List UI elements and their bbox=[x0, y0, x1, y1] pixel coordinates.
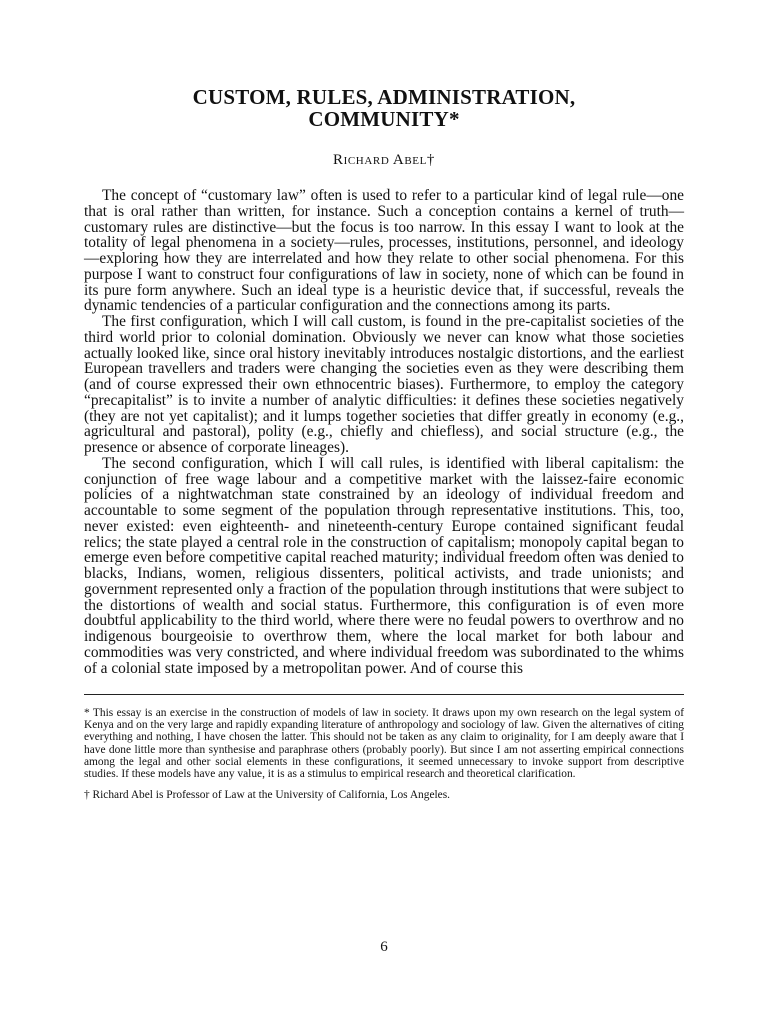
article-title bbox=[84, 86, 684, 130]
body-paragraph-2: The first configuration, which I will call custom, is found in the pre-capitalist societies of the third world prior to colonial domination. Obviously we never can know what those societies actually looked like, since oral history inevitably introduces nostalgic distortions, and the earliest European travellers and traders were changing the societies even as they were describing them (and of course expressed their own ethnocentric biases). Furthermore, to employ the category “precapitalist” is to invite a number of analytic difficulties: it defines these societies negatively (they are not yet capitalist); and it lumps together societies that differ greatly in economy (e.g., agricultural and pastoral), polity (e.g., chiefly and chiefless), and social structure (e.g., the presence or absence of corporate lineages). bbox=[84, 313, 684, 456]
page-number: 6 bbox=[380, 939, 388, 955]
body-paragraph-1: The concept of “customary law” often is used to refer to a particular kind of legal rule—one that is oral rather than written, for instance. Such a conception contains a kernel of truth—customary rules are distinctive—but the focus is too narrow. In this essay I want to look at the totality of legal phenomena in a society—rules, processes, institutions, personnel, and ideology—exploring how they are interrelated and how they relate to other social phenomena. For this purpose I want to construct four configurations of law in society, none of which can be found in its pure form anywhere. Such an ideal type is a heuristic device that, if successful, reveals the dynamic tendencies of a particular configuration and the connections among its parts. bbox=[84, 187, 684, 315]
footnote-divider bbox=[84, 694, 684, 695]
body-paragraph-3: The second configuration, which I will call rules, is identified with liberal capitalism: the conjunction of free wage labour and a competitive market with the laissez-faire economic policies of a nightwatchman state constrained by an ideology of individual freedom and accountable to some segment of the population through representative institutions. This, too, never existed: even eighteenth- and nineteenth-century Europe contained significant feudal relics; the state played a central role in the construction of capitalism; monopoly capital began to emerge even before competitive capital reached maturity; individual freedom often was denied to blacks, Indians, women, religious dissenters, political activists, and trade unionists; and government represented only a fraction of the population through institutions that were subject to the distortions of wealth and social status. Furthermore, this configuration is of even more doubtful applicability to the third world, where there were no feudal powers to overthrow and no indigenous bourgeoisie to overthrow them, where the local market for both labour and commodities was very constricted, and where individual freedom was subordinated to the whims of a colonial state imposed by a metropolitan power. And of course this bbox=[84, 454, 684, 677]
footnote-dagger: † Richard Abel is Professor of Law at the University of California, Los Angeles. bbox=[84, 788, 451, 801]
article-title-line-2: COMMUNITY* bbox=[308, 107, 460, 131]
author-byline: Richard Abel† bbox=[332, 152, 435, 168]
footnote-asterisk: * This essay is an exercise in the construction of models of law in society. It draws upon my own research on the legal system of Kenya and on the very large and rapidly expanding literature of anthropology and sociology of law. Given the alternatives of citing everything and nothing, I have chosen the latter. This should not be taken as any claim to originality, for I am deeply aware that I have done little more than synthesise and paraphrase others (probably poorly). But since I am not asserting empirical connections among the legal and other social elements in these configurations, it seemed unnecessary to invoke support from descriptive studies. If these models have any value, it is as a stimulus to empirical research and theoretical clarification. bbox=[84, 707, 684, 780]
article-body bbox=[84, 188, 684, 676]
article-title-line-1: CUSTOM, RULES, ADMINISTRATION, bbox=[192, 85, 576, 109]
footnotes bbox=[84, 707, 684, 801]
